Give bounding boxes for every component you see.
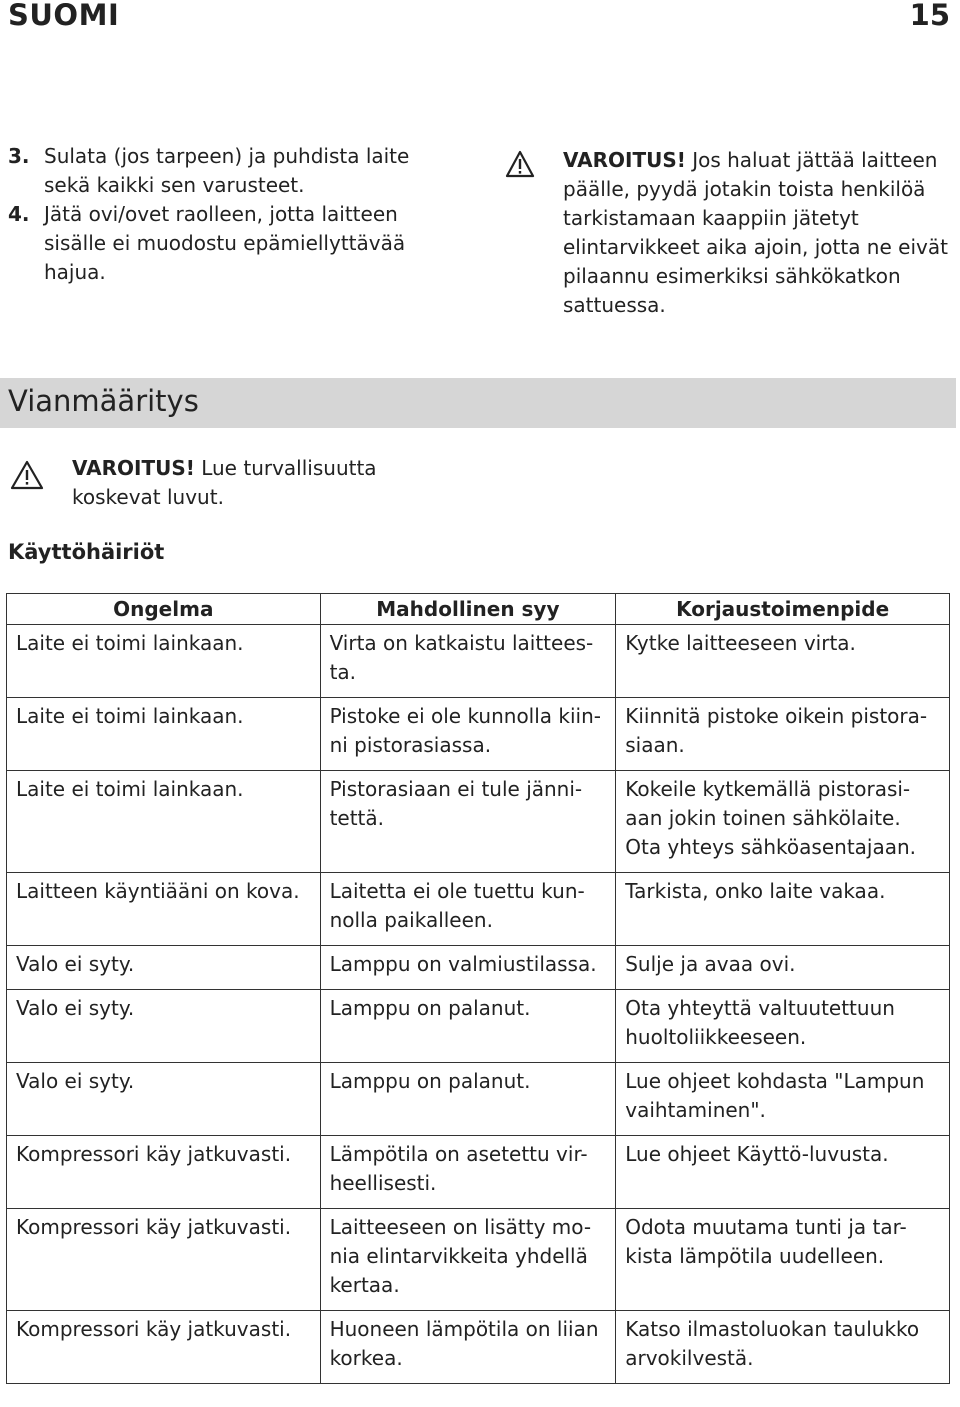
problem-cell: Valo ei syty. xyxy=(7,990,321,1063)
step-number: 3. xyxy=(8,144,30,168)
cause-cell: Huoneen lämpötila on liian korkea. xyxy=(320,1311,616,1384)
solution-cell: Odota muutama tunti ja tar-kista lämpötila uudelleen. xyxy=(616,1209,950,1311)
warning-label: VAROITUS! xyxy=(563,148,686,172)
solution-cell: Katso ilmastoluokan taulukko arvokilvestä. xyxy=(616,1311,950,1384)
section-header xyxy=(0,378,956,428)
table-row xyxy=(7,990,950,1063)
table-row xyxy=(7,771,950,873)
cause-cell: Pistorasiaan ei tule jänni-tettä. xyxy=(320,771,616,873)
table-row xyxy=(7,873,950,946)
subheading: Käyttöhäiriöt xyxy=(8,540,165,564)
problem-cell: Valo ei syty. xyxy=(7,946,321,990)
problem-cell: Laite ei toimi lainkaan. xyxy=(7,625,321,698)
page-header xyxy=(0,0,960,34)
cause-cell: Laitteeseen on lisätty mo-nia elintarvikkeita yhdellä kertaa. xyxy=(320,1209,616,1311)
solution-cell: Sulje ja avaa ovi. xyxy=(616,946,950,990)
cause-cell: Lamppu on palanut. xyxy=(320,1063,616,1136)
column-header-solution: Korjaustoimenpide xyxy=(616,594,950,625)
warning-text xyxy=(563,146,953,320)
solution-cell: Kytke laitteeseen virta. xyxy=(616,625,950,698)
table-row xyxy=(7,946,950,990)
solution-cell: Tarkista, onko laite vakaa. xyxy=(616,873,950,946)
solution-cell: Kiinnitä pistoke oikein pistora-siaan. xyxy=(616,698,950,771)
section-title: Vianmääritys xyxy=(8,384,199,418)
cause-cell: Lamppu on valmiustilassa. xyxy=(320,946,616,990)
warning-triangle-icon xyxy=(10,460,44,490)
step-item xyxy=(8,142,428,200)
cause-cell: Pistoke ei ole kunnolla kiin-ni pistorasiassa. xyxy=(320,698,616,771)
column-header-problem: Ongelma xyxy=(7,594,321,625)
warning-body: Lue turvallisuutta koskevat luvut. xyxy=(72,456,377,509)
page-number: 15 xyxy=(909,0,950,32)
cause-cell: Lämpötila on asetettu vir-heellisesti. xyxy=(320,1136,616,1209)
table-row xyxy=(7,1136,950,1209)
step-number: 4. xyxy=(8,202,30,226)
table-row xyxy=(7,698,950,771)
table-row xyxy=(7,1209,950,1311)
steps-list xyxy=(8,142,428,287)
problem-cell: Laitteen käyntiääni on kova. xyxy=(7,873,321,946)
problem-cell: Laite ei toimi lainkaan. xyxy=(7,698,321,771)
table-row xyxy=(7,1063,950,1136)
warning-label: VAROITUS! xyxy=(72,456,195,480)
cause-cell: Lamppu on palanut. xyxy=(320,990,616,1063)
step-text: Sulata (jos tarpeen) ja puhdista laite sekä kaikki sen varusteet. xyxy=(44,144,410,197)
language-label: SUOMI xyxy=(8,0,120,32)
warning-body: Jos haluat jättää laitteen päälle, pyydä jotakin toista henkilöä tarkistamaan kaappiin jätetyt elintarvikkeet aika ajoin, jotta ne eivät pilaannu esimerkiksi sähkökatkon sattuessa. xyxy=(563,148,948,317)
step-text: Jätä ovi/ovet raolleen, jotta laitteen sisälle ei muodostu epämiellyttävää hajua. xyxy=(44,202,406,284)
problem-cell: Laite ei toimi lainkaan. xyxy=(7,771,321,873)
warning-text xyxy=(72,454,432,512)
problem-cell: Kompressori käy jatkuvasti. xyxy=(7,1209,321,1311)
solution-cell: Kokeile kytkemällä pistorasi-aan jokin toinen sähkölaite. Ota yhteys sähköasentajaan. xyxy=(616,771,950,873)
step-item xyxy=(8,200,428,287)
table-row xyxy=(7,1311,950,1384)
cause-cell: Virta on katkaistu laittees-ta. xyxy=(320,625,616,698)
solution-cell: Ota yhteyttä valtuutettuun huoltoliikkeeseen. xyxy=(616,990,950,1063)
troubleshooting-table xyxy=(6,593,950,1384)
solution-cell: Lue ohjeet Käyttö-luvusta. xyxy=(616,1136,950,1209)
table-header-row xyxy=(7,594,950,625)
problem-cell: Kompressori käy jatkuvasti. xyxy=(7,1136,321,1209)
solution-cell: Lue ohjeet kohdasta "Lampun vaihtaminen". xyxy=(616,1063,950,1136)
problem-cell: Valo ei syty. xyxy=(7,1063,321,1136)
warning-triangle-icon xyxy=(505,150,535,178)
problem-cell: Kompressori käy jatkuvasti. xyxy=(7,1311,321,1384)
column-header-cause: Mahdollinen syy xyxy=(320,594,616,625)
table-row xyxy=(7,625,950,698)
cause-cell: Laitetta ei ole tuettu kun-nolla paikalleen. xyxy=(320,873,616,946)
